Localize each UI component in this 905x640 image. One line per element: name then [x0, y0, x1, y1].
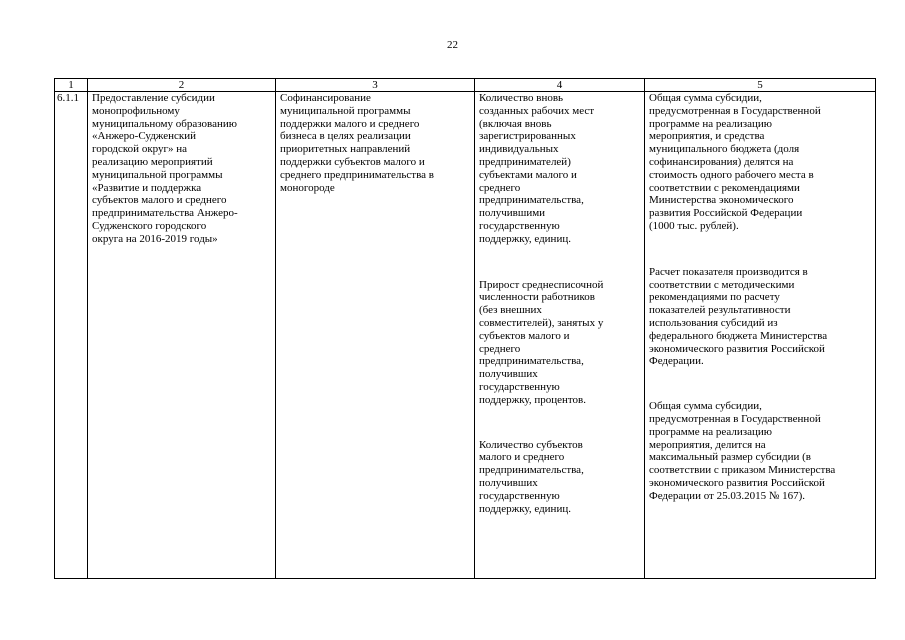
- table-header-row: [55, 79, 876, 92]
- method-supported-entities: Общая сумма субсидии, предусмотренная в Государственной программе на реализацию мероприятия, делится на максимальный размер субсидии (в соответствии с приказом Министерства экономического развития Российской Федерации от 25.03.2015 № 167).: [649, 400, 836, 502]
- measure-text: Предоставление субсидии монопрофильному муниципальному образованию «Анжеро-Судженский городской округ» на реализацию мероприятий муниципальной программы «Развитие и поддержка субъектов малого и среднего предпринимательства Анжеро- Судженского городского округа на 2016-2019 годы»: [92, 92, 238, 245]
- measure-cell: [88, 92, 276, 579]
- indicator-supported-entities: Количество субъектов малого и среднего предпринимательства, получивших государственную поддержку, единиц.: [479, 438, 584, 515]
- column-header-3: 3: [276, 79, 475, 92]
- purpose-text: Софинансирование муниципальной программы поддержки малого и среднего бизнеса в целях реализации приоритетных направлений поддержки субъектов малого и среднего предпринимательства в моногороде: [280, 92, 434, 194]
- method-new-jobs: Общая сумма субсидии, предусмотренная в Государственной программе на реализацию мероприятия, и средства муниципального бюджета (доля софинансирования) делятся на стоимость одного рабочего места в соответствии с рекомендациями Министерства экономического развития Российской Федерации (1000 тыс. рублей).: [649, 92, 821, 232]
- row-number-cell: [55, 92, 88, 579]
- method-employee-growth: Расчет показателя производится в соответствии с методическими рекомендациями по расчету показателей результативности использования субсидий из федерального бюджета Министерства экономического развития Российской Федерации.: [649, 265, 828, 368]
- table-row: [55, 92, 876, 579]
- column-header-2: 2: [88, 79, 276, 92]
- purpose-cell: [276, 92, 475, 579]
- page-number: 22: [447, 39, 458, 51]
- methods-cell: [645, 92, 876, 579]
- measures-table: [54, 78, 876, 579]
- column-header-4: 4: [475, 79, 645, 92]
- column-header-1: 1: [55, 79, 88, 92]
- indicator-employee-growth: Прирост среднесписочной численности работников (без внешних совместителей), занятых у субъектов малого и среднего предпринимательства, получивших государственную поддержку, процентов.: [479, 278, 604, 406]
- indicator-new-jobs: Количество вновь созданных рабочих мест (включая вновь зарегистрированных индивидуальных предпринимателей) субъектами малого и среднего предпринимательства, получившими государственную поддержку, единиц.: [479, 92, 595, 245]
- indicators-cell: [475, 92, 645, 579]
- column-header-5: 5: [645, 79, 876, 92]
- row-number: 6.1.1: [57, 92, 79, 104]
